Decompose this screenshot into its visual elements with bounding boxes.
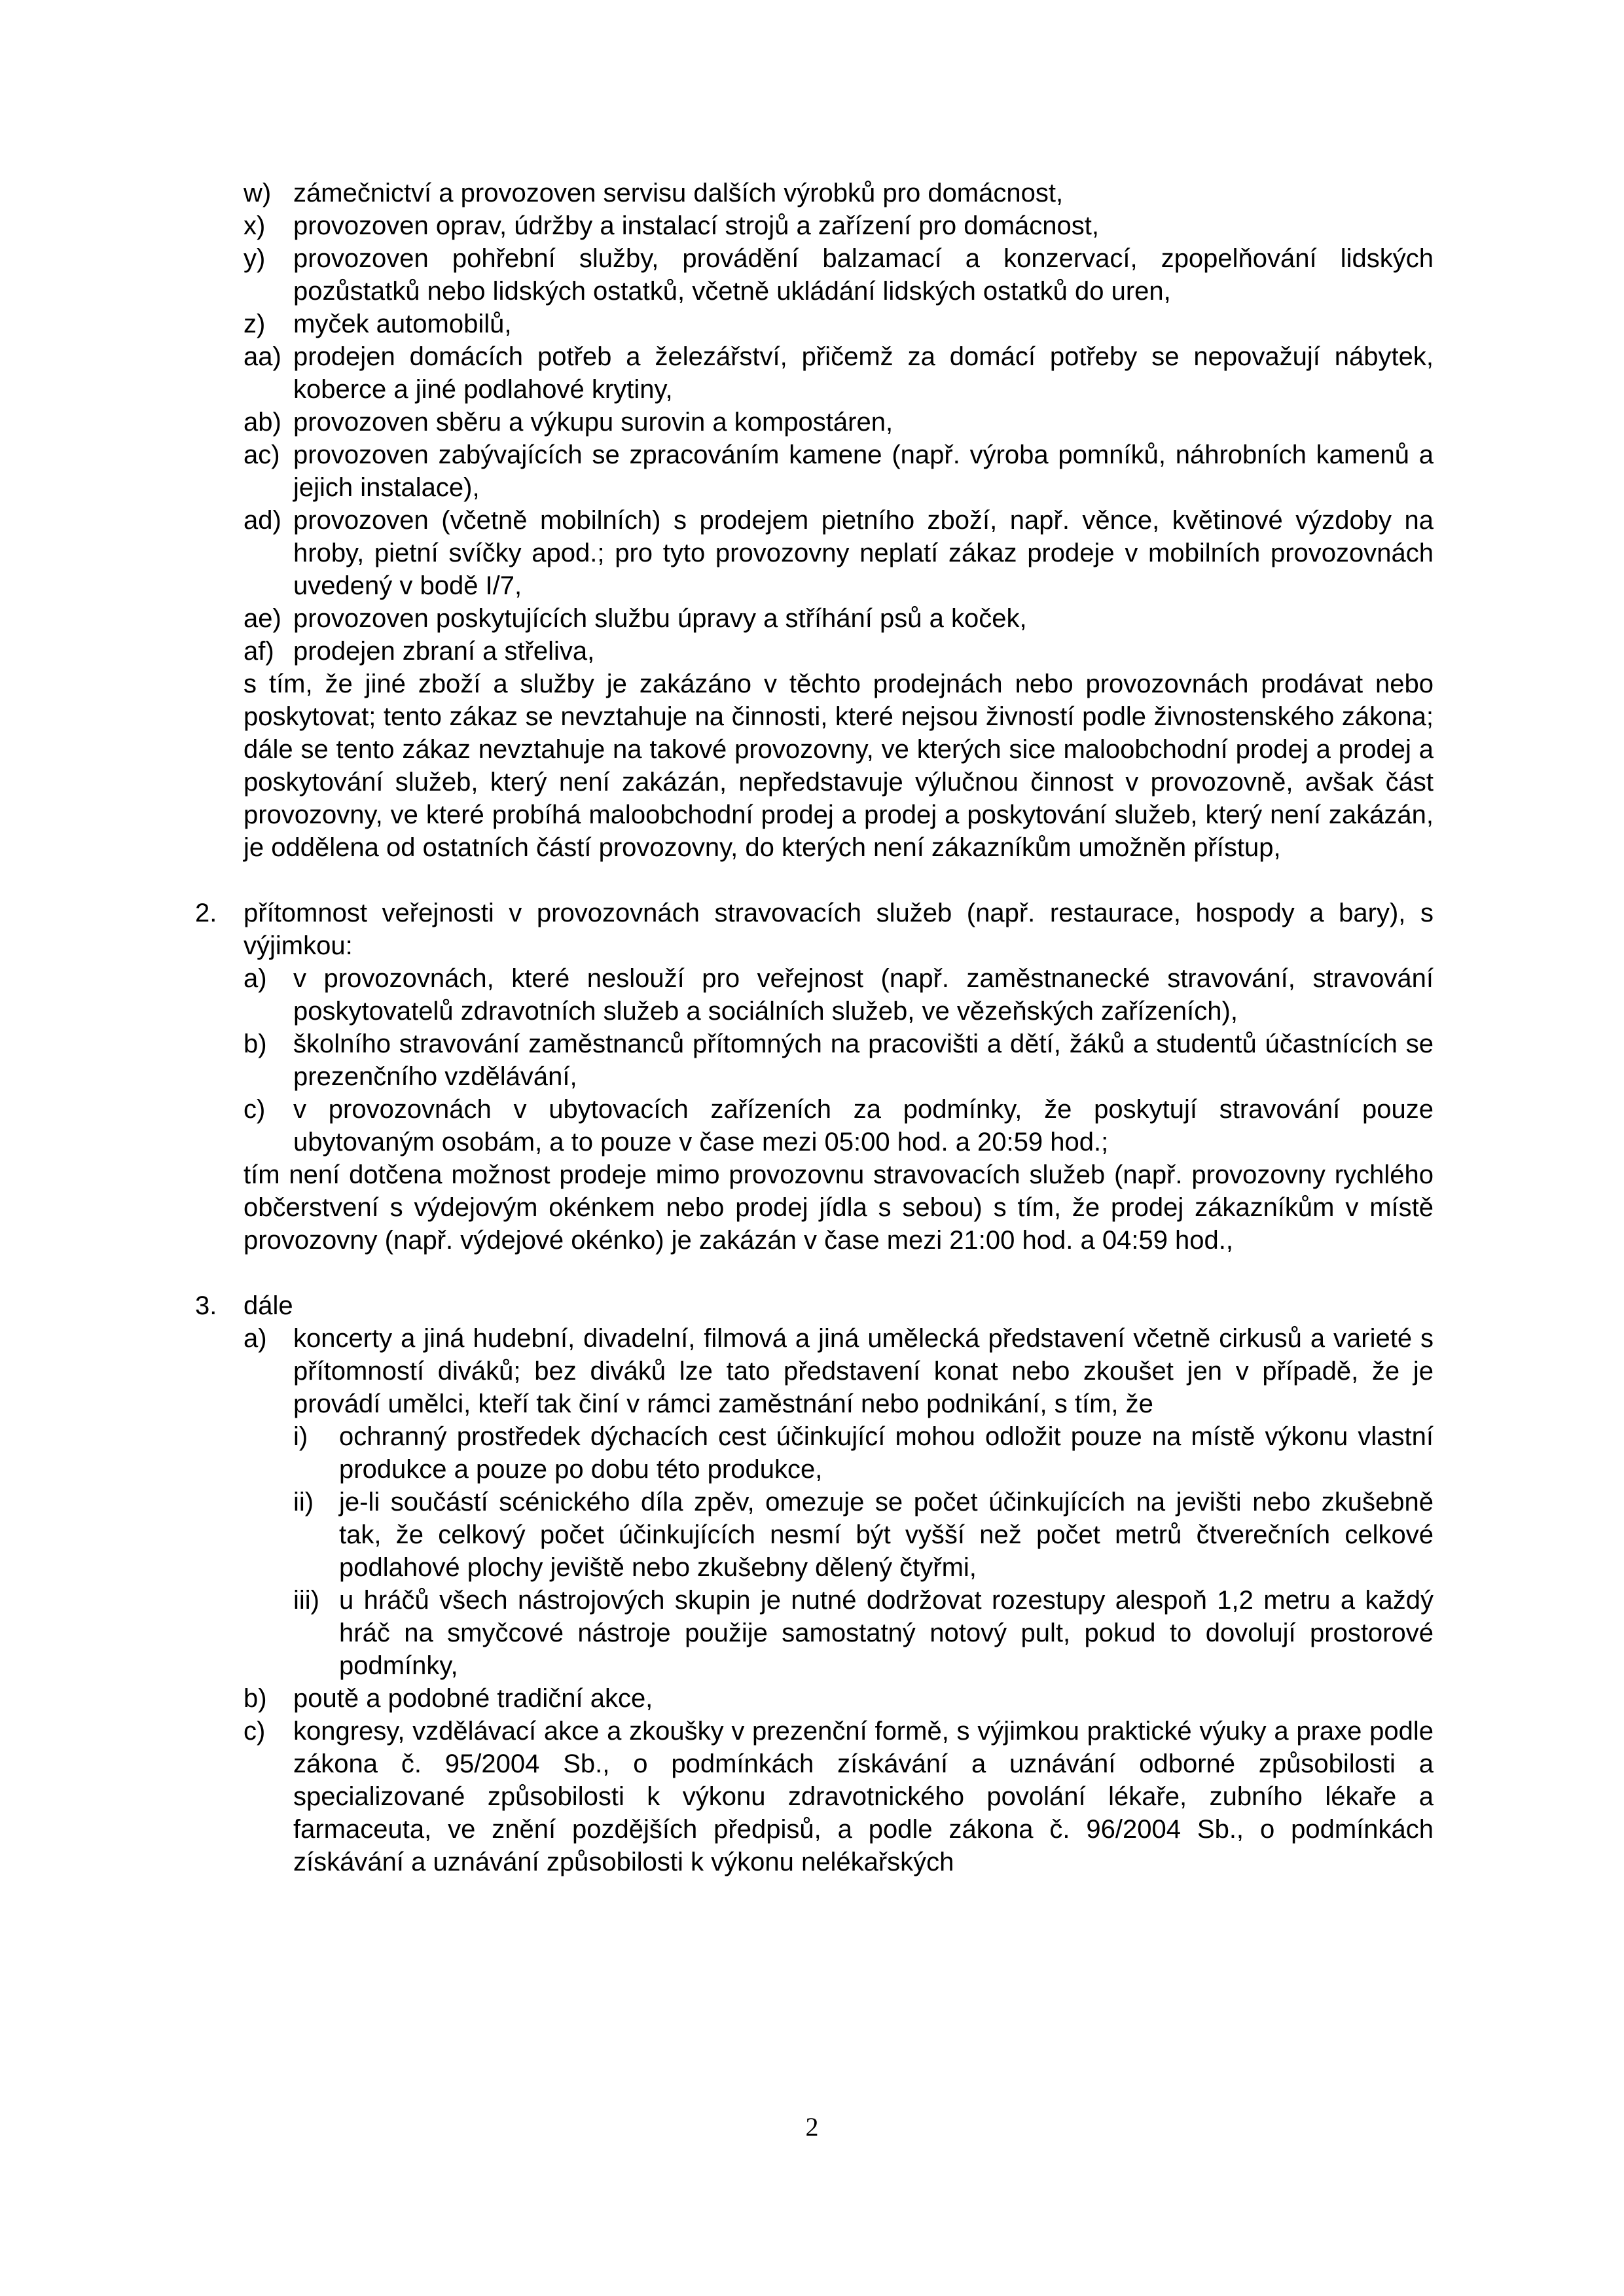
list-item [244, 340, 1434, 406]
list-marker: c) [244, 1717, 266, 1746]
list-item [244, 1682, 1434, 1715]
sub-list-item-text: ochranný prostředek dýchacích cest účinkující mohou odložit pouze na místě výkonu vlastní produkce a pouze po dobu této produkce, [339, 1422, 1434, 1484]
section-3 [195, 1289, 1434, 1878]
list-item-text: provozoven (včetně mobilních) s prodejem pietního zboží, např. věnce, květinové výzdoby na hroby, pietní svíčky apod.; pro tyto provozovny neplatí zákaz prodeje v mobilních provozovnách uvedený v bodě I/7, [293, 506, 1434, 600]
spacer [244, 864, 1434, 897]
section-number: 2. [195, 899, 217, 927]
list-marker: ac) [244, 440, 280, 469]
list-marker: ae) [244, 604, 281, 633]
list-item-text: v provozovnách v ubytovacích zařízeních za podmínky, že poskytují stravování pouze ubytovaným osobám, a to pouze v čase mezi 05:00 hod. a 20:59 hod.; [293, 1095, 1434, 1157]
list-item-text: školního stravování zaměstnanců přítomných na pracovišti a dětí, žáků a studentů účastnících se prezenčního vzdělávání, [293, 1030, 1434, 1091]
section-number: 3. [195, 1291, 217, 1320]
list-item-text: provozoven oprav, údržby a instalací strojů a zařízení pro domácnost, [293, 211, 1099, 240]
list-item-text: provozoven pohřební služby, provádění balzamací a konzervací, zpopelňování lidských pozůstatků nebo lidských ostatků, včetně ukládání lidských ostatků do uren, [293, 244, 1434, 306]
list-item [244, 209, 1434, 242]
list-marker: y) [244, 244, 266, 273]
list-item-body [293, 1322, 1434, 1682]
list-marker: a) [244, 964, 267, 993]
list-marker: ab) [244, 408, 281, 437]
list-item-text: v provozovnách, které neslouží pro veřejnost (např. zaměstnanecké stravování, stravování poskytovatelů zdravotních služeb a sociálních služeb, ve vězeňských zařízeních), [293, 964, 1434, 1026]
spacer [244, 1257, 1434, 1289]
sub-list-marker: i) [293, 1422, 308, 1451]
sub-list-item [293, 1584, 1434, 1682]
list-marker: x) [244, 211, 266, 240]
list-item-text: zámečnictví a provozoven servisu dalších výrobků pro domácnost, [293, 179, 1064, 207]
sub-list-item-text: u hráčů všech nástrojových skupin je nutné dodržovat rozestupy alespoň 1,2 metru a každý hráč na smyčcové nástroje použije samostatný notový pult, pokud to dovolují prostorové podmínky, [339, 1586, 1434, 1680]
list-marker: c) [244, 1095, 266, 1124]
list-marker: b) [244, 1684, 267, 1713]
list-item [244, 1093, 1434, 1158]
section-1-items [244, 177, 1434, 864]
page-number: 2 [805, 2112, 819, 2142]
list-item [244, 1322, 1434, 1682]
list-item [244, 635, 1434, 668]
list-item [244, 406, 1434, 439]
list-item-text: myček automobilů, [293, 310, 512, 338]
section-2-closing-paragraph: tím není dotčena možnost prodeje mimo provozovnu stravovacích služeb (např. provozovny rychlého občerstvení s výdejovým okénkem nebo prodej jídla s sebou) s tím, že prodej zákazníkům v místě provozovny (např. výdejové okénko) je zakázán v čase mezi 21:00 hod. a 04:59 hod., [244, 1160, 1434, 1255]
list-item-text: provozoven zabývajících se zpracováním kamene (např. výroba pomníků, náhrobních kamenů a jejich instalace), [293, 440, 1434, 502]
sub-list-item-text: je-li součástí scénického díla zpěv, omezuje se počet účinkujících na jevišti nebo zkušebně tak, že celkový počet účinkujících nesmí být vyšší než počet metrů čtverečních celkové podlahové plochy jeviště nebo zkušebny dělený čtyřmi, [339, 1488, 1434, 1582]
list-item-text: kongresy, vzdělávací akce a zkoušky v prezenční formě, s výjimkou praktické výuky a praxe podle zákona č. 95/2004 Sb., o podmínkách získávání a uznávání odborné způsobilosti a specializované způsobilosti k výkonu zdravotnického povolání lékaře, zubního lékaře a farmaceuta, ve znění pozdějších předpisů, a podle zákona č. 96/2004 Sb., o podmínkách získávání a uznávání způsobilosti k výkonu nelékařských [293, 1717, 1434, 1876]
section-1-closing-paragraph: s tím, že jiné zboží a služby je zakázáno v těchto prodejnách nebo provozovnách prodávat nebo poskytovat; tento zákaz se nevztahuje na činnosti, které nejsou živností podle živnostenského zákona; dále se tento zákaz nevztahuje na takové provozovny, ve kterých sice maloobchodní prodej a prodej a poskytování služeb, který není zakázán, nepředstavuje výlučnou činnost v provozovně, avšak část provozovny, ve které probíhá maloobchodní prodej a prodej a poskytování služeb, který není zakázán, je oddělena od ostatních částí provozovny, do kterých není zákazníkům umožněn přístup, [244, 670, 1434, 862]
list-item-text: koncerty a jiná hudební, divadelní, filmová a jiná umělecká představení včetně cirkusů a varieté s přítomností diváků; bez diváků lze tato představení konat nebo zkoušet jen v případě, že je provádí umělci, kteří tak činí v rámci zaměstnání nebo podnikání, s tím, že [293, 1324, 1434, 1418]
sub-list-item [293, 1486, 1434, 1584]
list-marker: z) [244, 310, 266, 338]
list-item-text: poutě a podobné tradiční akce, [293, 1684, 653, 1713]
list-item-text: prodejen zbraní a střeliva, [293, 637, 595, 666]
sub-list-marker: iii) [293, 1586, 319, 1615]
list-marker: aa) [244, 342, 281, 371]
list-item [244, 308, 1434, 340]
list-item [244, 1715, 1434, 1878]
list-item [244, 242, 1434, 308]
list-marker: w) [244, 179, 272, 207]
list-marker: ad) [244, 506, 281, 535]
sub-list-item [293, 1420, 1434, 1486]
section-2 [195, 897, 1434, 1257]
list-item-text: provozoven poskytujících službu úpravy a stříhání psů a koček, [293, 604, 1027, 633]
list-item [244, 1028, 1434, 1093]
list-item [244, 504, 1434, 602]
list-item [244, 177, 1434, 209]
list-marker: b) [244, 1030, 267, 1058]
list-item-text: prodejen domácích potřeb a železářství, přičemž za domácí potřeby se nepovažují nábytek, koberce a jiné podlahové krytiny, [293, 342, 1434, 404]
page-content [195, 177, 1434, 1878]
list-item [244, 439, 1434, 504]
list-item [244, 602, 1434, 635]
section-3-lead: dále [244, 1291, 293, 1320]
list-marker: af) [244, 637, 274, 666]
list-item-text: provozoven sběru a výkupu surovin a kompostáren, [293, 408, 893, 437]
sub-list-marker: ii) [293, 1488, 314, 1516]
list-item [244, 962, 1434, 1028]
section-2-lead: přítomnost veřejnosti v provozovnách stravovacích služeb (např. restaurace, hospody a bary), s výjimkou: [244, 899, 1434, 960]
list-marker: a) [244, 1324, 267, 1353]
